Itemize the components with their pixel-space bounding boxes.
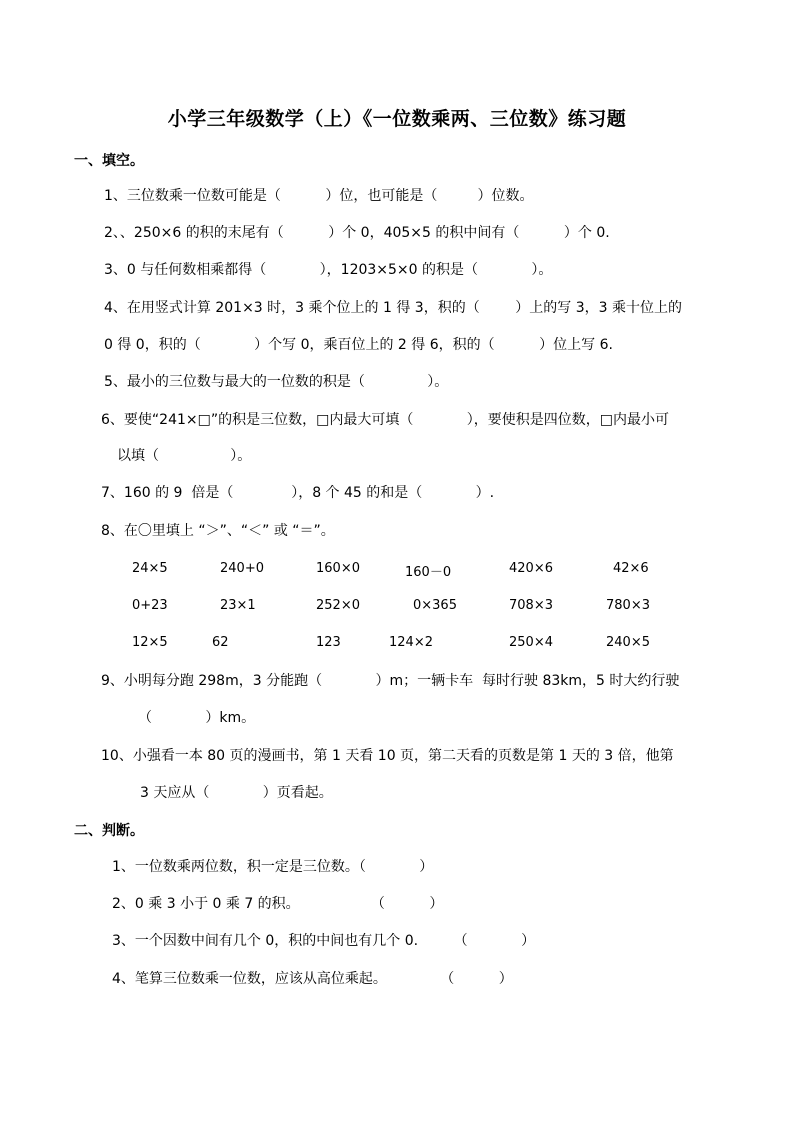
compare-cell: 250×4 — [509, 635, 553, 650]
judge-2: 2、0 乘 3 小于 0 乘 7 的积。 （ ） — [112, 896, 444, 912]
question-10-line-2: 3 天应从（ ）页看起。 — [140, 785, 333, 801]
compare-cell: 780×3 — [606, 598, 650, 613]
compare-cell: 42×6 — [613, 561, 649, 576]
judge-1: 1、一位数乘两位数，积一定是三位数。（ ） — [112, 859, 434, 875]
question-1: 1、三位数乘一位数可能是（ ）位，也可能是（ ）位数。 — [104, 188, 534, 204]
compare-cell: 708×3 — [509, 598, 553, 613]
page-title: 小学三年级数学（上）《一位数乘两、三位数》练习题 — [167, 108, 627, 130]
question-9-line-1: 9、小明每分跑 298m，3 分能跑（ ）m；一辆卡车 每时行驶 83km，5 时大约行驶 — [101, 673, 680, 689]
compare-cell: 123 — [316, 635, 341, 650]
question-8: 8、在〇里填上 “＞”、“＜” 或 “＝”。 — [101, 523, 335, 539]
compare-cell: 0+23 — [132, 598, 168, 613]
section-fill-heading: 一、填空。 — [74, 153, 144, 169]
compare-cell: 252×0 — [316, 598, 360, 613]
compare-cell: 160×0 — [316, 561, 360, 576]
compare-cell: 0×365 — [413, 598, 457, 613]
question-10-line-1: 10、小强看一本 80 页的漫画书，第 1 天看 10 页，第二天看的页数是第 1 天的 3 倍，他第 — [101, 748, 674, 764]
question-6-line-1: 6、要使“241×□”的积是三位数，□内最大可填（ ），要使积是四位数，□内最小可 — [101, 412, 669, 428]
question-5: 5、最小的三位数与最大的一位数的积是（ ）。 — [104, 374, 449, 390]
judge-4: 4、笔算三位数乘一位数，应该从高位乘起。 （ ） — [112, 971, 513, 987]
compare-cell: 160－0 — [405, 565, 452, 580]
compare-cell: 240×5 — [606, 635, 650, 650]
question-4-line-1: 4、在用竖式计算 201×3 时，3 乘个位上的 1 得 3，积的（ ）上的写 3，3 乘十位上的 — [104, 300, 683, 316]
judge-3: 3、一个因数中间有几个 0，积的中间也有几个 0. （ ） — [112, 933, 536, 949]
question-3: 3、0 与任何数相乘都得（ ），1203×5×0 的积是（ ）。 — [104, 262, 553, 278]
question-7: 7、160 的 9 倍是（ ），8 个 45 的和是（ ）. — [101, 485, 495, 501]
compare-cell: 12×5 — [132, 635, 168, 650]
section-judge-heading: 二、判断。 — [74, 823, 144, 839]
compare-cell: 124×2 — [389, 635, 433, 650]
question-9-line-2: （ ）km。 — [138, 710, 256, 726]
compare-cell: 420×6 — [509, 561, 553, 576]
compare-cell: 23×1 — [220, 598, 256, 613]
question-4-line-2: 0 得 0，积的（ ）个写 0，乘百位上的 2 得 6，积的（ ）位上写 6. — [104, 337, 613, 353]
question-6-line-2: 以填（ ）。 — [117, 448, 252, 464]
compare-cell: 240+0 — [220, 561, 264, 576]
question-2: 2、、250×6 的积的末尾有（ ）个 0，405×5 的积中间有（ ）个 0. — [104, 225, 610, 241]
compare-cell: 24×5 — [132, 561, 168, 576]
compare-cell: 62 — [212, 635, 229, 650]
